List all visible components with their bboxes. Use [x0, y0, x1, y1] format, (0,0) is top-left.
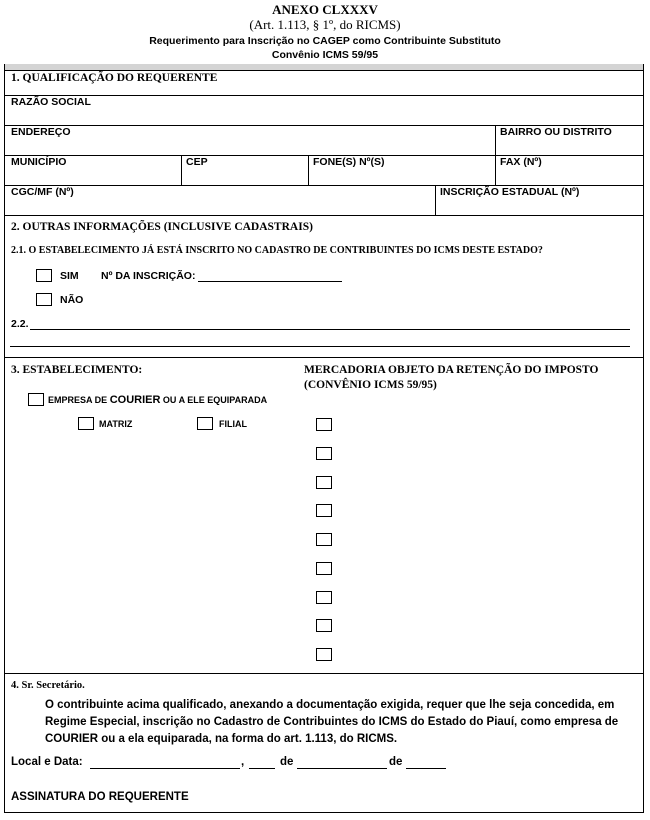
nao-label: NÃO: [60, 294, 84, 306]
divider: [5, 95, 643, 96]
courier-word: COURIER: [109, 394, 161, 406]
de-label-2: de: [389, 756, 403, 768]
mercadoria-checkbox-6[interactable]: [316, 562, 332, 575]
filial-checkbox[interactable]: [197, 417, 213, 430]
mercadoria-checkbox-1[interactable]: [316, 418, 332, 431]
document-title: ANEXO CLXXXV: [272, 2, 378, 17]
razao-social-field[interactable]: [6, 108, 642, 124]
assinatura-label: ASSINATURA DO REQUERENTE: [11, 791, 189, 803]
mercadoria-checkbox-3[interactable]: [316, 476, 332, 489]
section-1-title: 1. QUALIFICAÇÃO DO REQUERENTE: [11, 72, 218, 84]
local-data-label: Local e Data:: [11, 756, 83, 768]
de-label-1: de: [280, 756, 294, 768]
info-2-2-line-2[interactable]: [10, 346, 630, 347]
endereco-field[interactable]: [6, 138, 492, 154]
divider: [495, 155, 496, 185]
sim-label: SIM: [60, 270, 79, 282]
divider: [5, 673, 643, 674]
sim-checkbox[interactable]: [36, 269, 52, 282]
inscricao-number-input[interactable]: [198, 281, 342, 282]
section-4-title: 4. Sr. Secretário.: [11, 680, 85, 691]
mercadoria-checkbox-5[interactable]: [316, 533, 332, 546]
divider: [181, 155, 182, 185]
municipio-label: MUNICÍPIO: [11, 156, 67, 168]
year-input[interactable]: [406, 768, 446, 769]
question-2-2: 2.2.: [11, 318, 29, 330]
inscricao-number-label: Nº DA INSCRIÇÃO:: [101, 270, 196, 282]
cep-label: CEP: [186, 156, 208, 168]
bairro-label: BAIRRO OU DISTRITO: [500, 126, 612, 138]
mercadoria-checkbox-4[interactable]: [316, 504, 332, 517]
razao-social-label: RAZÃO SOCIAL: [11, 96, 91, 108]
cep-field[interactable]: [183, 168, 305, 184]
cgc-field[interactable]: [6, 198, 431, 214]
mercadoria-checkbox-8[interactable]: [316, 619, 332, 632]
divider: [308, 155, 309, 185]
request-paragraph: O contribuinte acima qualificado, anexando a documentação exigida, requer que lhe seja concedida, em Regime Especial, inscrição no Cadastro de Contribuintes do ICMS do Estado do Piauí, como empresa de COURIER ou a ela equiparada, na forma do art. 1.113, do RICMS.: [45, 699, 619, 745]
divider: [435, 185, 436, 215]
fones-field[interactable]: [310, 168, 492, 184]
inscricao-estadual-label: INSCRIÇÃO ESTADUAL (Nº): [440, 186, 580, 198]
endereco-label: ENDEREÇO: [11, 126, 71, 138]
info-2-2-line-1[interactable]: [30, 329, 630, 330]
mercadoria-checkbox-9[interactable]: [316, 648, 332, 661]
divider: [495, 125, 496, 155]
empresa-courier-label-post: OU A ELE EQUIPARADA: [160, 395, 268, 405]
filial-label: FILIAL: [219, 419, 247, 429]
matriz-checkbox[interactable]: [78, 417, 94, 430]
municipio-field[interactable]: [6, 168, 178, 184]
section-2-title: 2. OUTRAS INFORMAÇÕES (INCLUSIVE CADASTRAIS): [11, 221, 313, 233]
comma-separator: ,: [241, 756, 245, 768]
mercadoria-checkbox-2[interactable]: [316, 447, 332, 460]
fones-label: FONE(S) Nº(S): [313, 156, 385, 168]
section-3-title: 3. ESTABELECIMENTO:: [11, 364, 143, 376]
matriz-label: MATRIZ: [99, 419, 133, 429]
cgc-label: CGC/MF (Nº): [11, 186, 74, 198]
bairro-field[interactable]: [497, 138, 642, 154]
empresa-courier-label: [48, 394, 267, 406]
document-heading: Requerimento para Inscrição no CAGEP como Contribuinte Substituto: [149, 35, 501, 47]
fax-label: FAX (Nº): [500, 156, 542, 168]
mercadoria-title: MERCADORIA OBJETO DA RETENÇÃO DO IMPOSTO: [304, 364, 599, 376]
document-convenio: Convênio ICMS 59/95: [271, 49, 379, 61]
divider: [5, 357, 643, 358]
fax-field[interactable]: [497, 168, 642, 184]
day-input[interactable]: [249, 768, 275, 769]
local-input[interactable]: [90, 768, 240, 769]
mercadoria-checkbox-7[interactable]: [316, 591, 332, 604]
inscricao-estadual-field[interactable]: [437, 198, 642, 214]
empresa-courier-label-pre: EMPRESA DE: [48, 395, 110, 405]
form-top-bar: [5, 64, 643, 71]
empresa-courier-checkbox[interactable]: [28, 393, 44, 406]
nao-checkbox[interactable]: [36, 293, 52, 306]
question-2-1: 2.1. O ESTABELECIMENTO JÁ ESTÁ INSCRITO NO CADASTRO DE CONTRIBUINTES DO ICMS DESTE ESTADO?: [11, 245, 543, 256]
mercadoria-subtitle: (CONVÊNIO ICMS 59/95): [304, 379, 437, 391]
document-subtitle: (Art. 1.113, § 1º, do RICMS): [249, 17, 401, 32]
month-input[interactable]: [297, 768, 387, 769]
divider: [5, 215, 643, 216]
